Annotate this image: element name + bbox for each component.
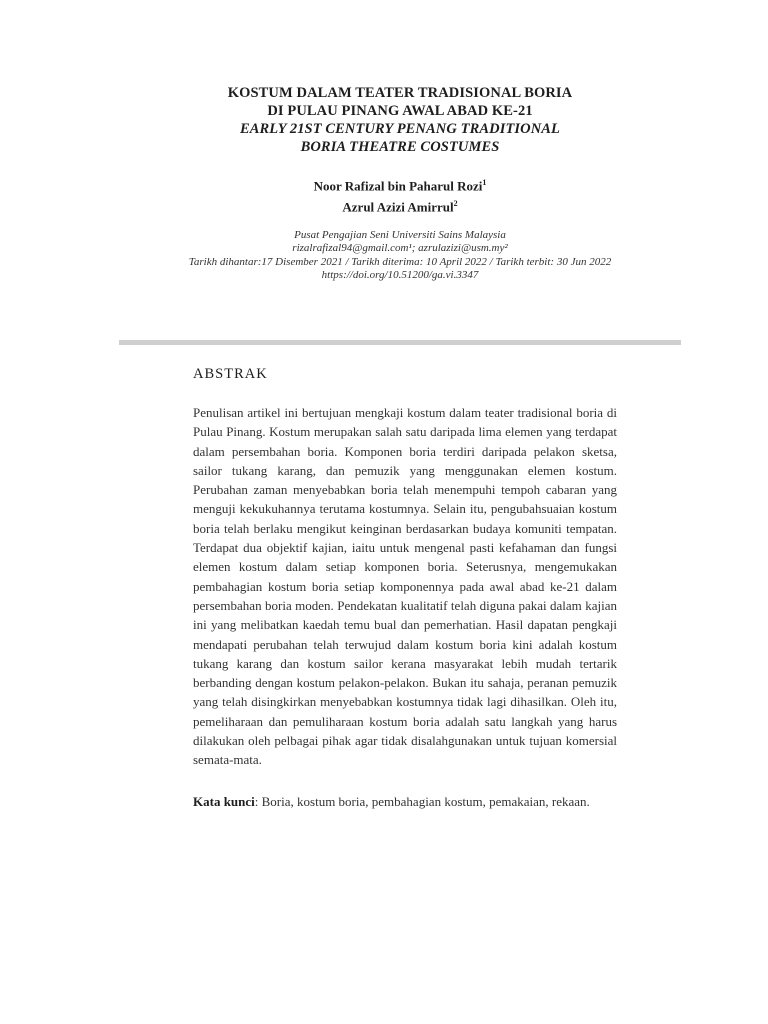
affiliation-institution: Pusat Pengajian Seni Universiti Sains Malaysia bbox=[294, 228, 506, 241]
title-malay-line-1: KOSTUM DALAM TEATER TRADISIONAL BORIA bbox=[227, 85, 573, 101]
abstract-body: Penulisan artikel ini bertujuan mengkaji kostum dalam teater tradisional boria di Pulau Pinang. Kostum merupakan salah satu daripada lima elemen yang terdapat dalam persembahan boria. Komponen boria terdiri daripada pelakon sketsa, sailor tukang karang, dan pemuzik yang menggunakan elemen kostum. Perubahan zaman menyebabkan boria telah menempuhi tempoh cabaran yang menguji kekukuhannya terutama kostumnya. Selain itu, pengubahsuaian kostum boria telah berlaku mengikut keinginan berdasarkan budaya komuniti tempatan. Terdapat dua objektif kajian, iaitu untuk mengenal pasti kefahaman dan fungsi elemen kostum dalam setiap komponen boria. Seterusnya, mengemukakan pembahagian kostum boria setiap komponennya pada awal abad ke-21 dalam persembahan boria moden. Pendekatan kualitatif telah diguna pakai dalam kajian ini yang melibatkan kaedah temu bual dan pemerhatian. Hasil dapatan pengkaji mendapati perubahan telah terwujud dalam kostum boria kini adalah kostum tukang karang dan kostum sailor kerana masyarakat lebih mudah tertarik berbanding dengan kostum pelakon-pelakon. Bukan itu sahaja, peranan pemuzik yang telah disingkirkan menyebabkan kostumnya tidak lagi dihasilkan. Oleh itu, pemeliharaan dan pemuliharaan kostum boria adalah satu langkah yang harus dilakukan oleh pelbagai pihak agar tidak disalahgunakan untuk tujuan komersial semata-mata. bbox=[193, 405, 617, 768]
section-divider bbox=[119, 340, 681, 345]
article-header bbox=[0, 84, 768, 283]
title-malay-line-2: DI PULAU PINANG AWAL ABAD KE-21 bbox=[267, 103, 533, 119]
affiliation-block bbox=[0, 229, 768, 283]
keywords-text: Boria, kostum boria, pembahagian kostum, pemakaian, rekaan. bbox=[258, 793, 590, 809]
author-1-name: Noor Rafizal bin Paharul Rozi bbox=[313, 178, 483, 194]
abstract-heading: ABSTRAK bbox=[193, 366, 268, 382]
keywords-label: Kata kunci bbox=[193, 793, 255, 809]
keywords bbox=[193, 792, 617, 812]
author-2-name: Azrul Azizi Amirrul bbox=[342, 199, 454, 215]
submission-dates: Tarikh dihantar:17 Disember 2021 / Tarikh diterima: 10 April 2022 / Tarikh terbit: 30 Jun 2022 bbox=[188, 255, 612, 268]
author-2 bbox=[0, 195, 768, 216]
author-1 bbox=[0, 174, 768, 195]
keywords-separator: : bbox=[254, 793, 259, 809]
author-list bbox=[0, 174, 768, 217]
title-english-line-1: EARLY 21ST CENTURY PENANG TRADITIONAL bbox=[239, 121, 561, 137]
abstract-section bbox=[193, 366, 617, 811]
doi-link[interactable]: https://doi.org/10.51200/ga.vi.3347 bbox=[321, 269, 479, 282]
author-2-sup: 2 bbox=[453, 199, 458, 209]
author-1-sup: 1 bbox=[482, 178, 487, 187]
affiliation-emails[interactable]: rizalrafizal94@gmail.com¹; azrulazizi@usm.my² bbox=[292, 242, 508, 255]
title-english-line-2: BORIA THEATRE COSTUMES bbox=[300, 139, 500, 155]
